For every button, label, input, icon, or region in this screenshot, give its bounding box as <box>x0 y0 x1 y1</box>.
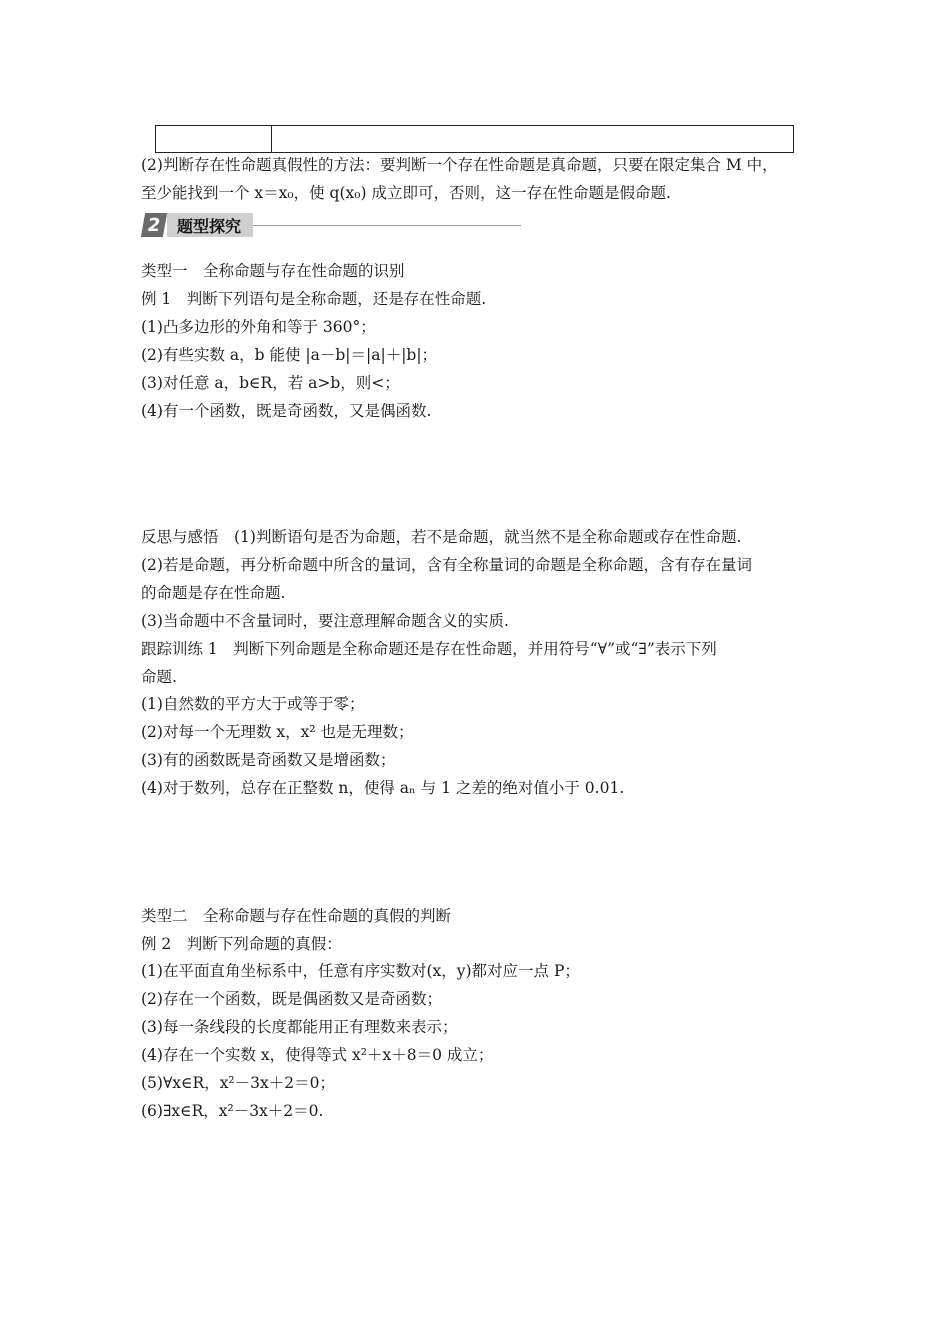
example1-item: (4)有一个函数，既是奇函数，又是偶函数. <box>141 402 432 420</box>
example1-prompt: 例 1 判断下列语句是全称命题，还是存在性命题. <box>141 290 487 308</box>
intro-line-1: (2)判断存在性命题真假性的方法：要判断一个存在性命题是真命题，只要在限定集合 M 中， <box>141 156 778 174</box>
practice1-prompt: 命题. <box>141 668 177 686</box>
example2-item: (5)∀x∈R，x²－3x＋2＝0； <box>141 1074 335 1092</box>
practice1-item: (3)有的函数既是奇函数又是增函数； <box>141 751 396 769</box>
table-cell <box>156 126 272 152</box>
practice1-item: (4)对于数列，总存在正整数 n，使得 aₙ 与 1 之差的绝对值小于 0.01. <box>141 779 625 797</box>
example1-item: (1)凸多边形的外角和等于 360°； <box>141 318 376 336</box>
example2-item: (6)∃x∈R，x²－3x＋2＝0. <box>141 1102 324 1120</box>
practice1-item: (1)自然数的平方大于或等于零； <box>141 695 365 713</box>
section-number-badge: 2 <box>141 213 167 237</box>
section-divider <box>253 225 521 226</box>
practice1-prompt: 跟踪训练 1 判断下列命题是全称命题还是存在性命题，并用符号“∀”或“∃”表示下列 <box>141 640 717 658</box>
example2-item: (2)存在一个函数，既是偶函数又是奇函数； <box>141 990 442 1008</box>
type1-heading: 类型一 全称命题与存在性命题的识别 <box>141 262 405 280</box>
section-header <box>141 212 521 238</box>
section-title: 题型探究 <box>177 216 242 236</box>
intro-line-2: 至少能找到一个 x＝x₀，使 q(x₀) 成立即可，否则，这一存在性命题是假命题. <box>141 184 671 202</box>
example2-item: (1)在平面直角坐标系中，任意有序实数对(x，y)都对应一点 P； <box>141 962 580 980</box>
reflection-line: (3)当命题中不含量词时，要注意理解命题含义的实质. <box>141 612 509 630</box>
type2-heading: 类型二 全称命题与存在性命题的真假的判断 <box>141 907 452 925</box>
reflection-line: (2)若是命题，再分析命题中所含的量词，含有全称量词的命题是全称命题，含有存在量词 <box>141 556 752 574</box>
section-title-box <box>167 213 253 237</box>
reflection-line: 反思与感悟 (1)判断语句是否为命题，若不是命题，就当然不是全称命题或存在性命题. <box>141 528 742 546</box>
example2-item: (4)存在一个实数 x，使得等式 x²＋x＋8＝0 成立； <box>141 1046 494 1064</box>
example1-item: (2)有些实数 a，b 能使 |a－b|＝|a|＋|b|； <box>141 346 438 364</box>
table-fragment <box>155 125 794 153</box>
reflection-line: 的命题是存在性命题. <box>141 584 286 602</box>
table-cell <box>272 126 793 152</box>
example2-item: (3)每一条线段的长度都能用正有理数来表示； <box>141 1018 458 1036</box>
practice1-item: (2)对每一个无理数 x，x² 也是无理数； <box>141 723 414 741</box>
example1-item: (3)对任意 a，b∈R，若 a>b，则<； <box>141 374 400 392</box>
example2-prompt: 例 2 判断下列命题的真假： <box>141 935 342 953</box>
